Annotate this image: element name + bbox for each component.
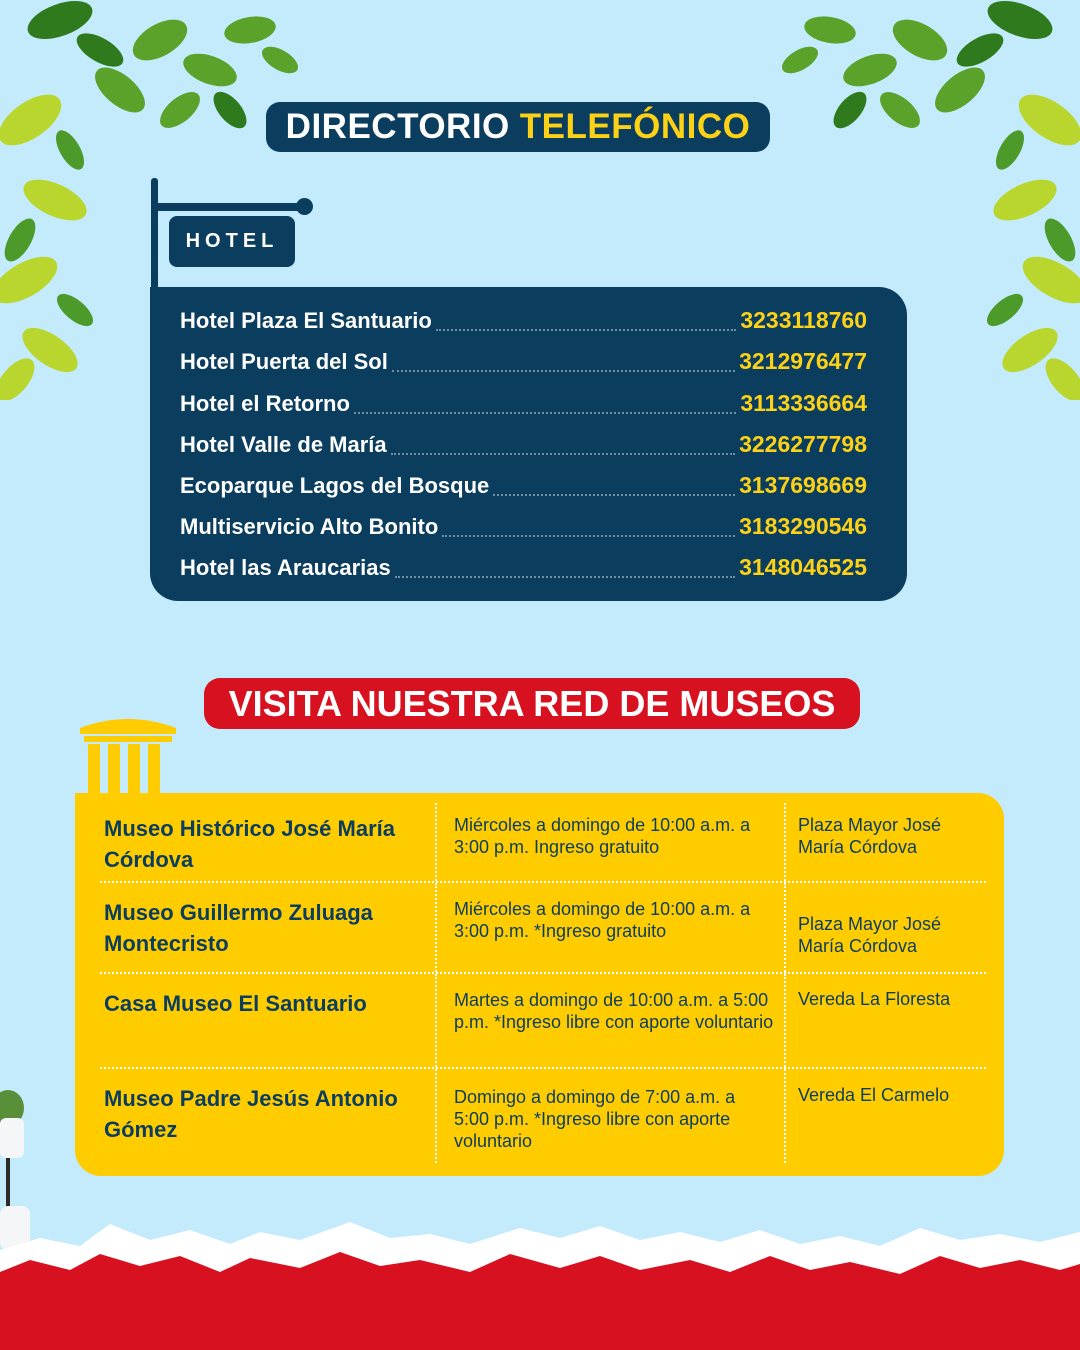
hotel-sign: HOTEL [169, 216, 295, 267]
directory-name: Hotel el Retorno [180, 390, 350, 416]
directory-row [180, 507, 867, 548]
hotel-sign-knob [296, 198, 313, 215]
dotted-leader [442, 535, 735, 537]
directory-row [180, 425, 867, 466]
directory-name: Ecoparque Lagos del Bosque [180, 472, 490, 498]
museum-name: Museo Histórico José María Córdova [100, 803, 437, 881]
directory-name: Multiservicio Alto Bonito [180, 514, 439, 540]
directory-row [180, 301, 867, 342]
museum-name: Museo Padre Jesús Antonio Gómez [100, 1069, 437, 1163]
directory-name: Hotel Valle de María [180, 431, 387, 457]
museum-name: Museo Guillermo Zuluaga Montecristo [100, 883, 437, 972]
museums-panel [75, 793, 1004, 1176]
dotted-leader [493, 494, 735, 496]
directory-name: Hotel Puerta del Sol [180, 349, 388, 375]
museum-place: Vereda El Carmelo [798, 1085, 950, 1105]
directory-row [180, 466, 867, 507]
museum-hours: Miércoles a domingo de 10:00 a.m. a 3:00 p.m. Ingreso gratuito [437, 803, 786, 881]
museum-hours: Domingo a domingo de 7:00 a.m. a 5:00 p.m. *Ingreso libre con aporte voluntario [437, 1069, 786, 1163]
museum-row [100, 803, 986, 883]
directory-phone: 3233118760 [740, 307, 867, 334]
directory-phone: 3212976477 [739, 348, 867, 375]
dotted-leader [392, 370, 735, 372]
museum-place: Plaza Mayor José María Córdova [798, 815, 942, 857]
museum-name: Casa Museo El Santuario [100, 974, 437, 1067]
dotted-leader [395, 576, 735, 578]
directory-phone: 3148046525 [739, 554, 867, 581]
hotel-sign-post [151, 178, 158, 298]
museum-row [100, 974, 986, 1069]
directory-phone: 3137698669 [739, 471, 867, 498]
directory-name: Hotel Plaza El Santuario [180, 308, 432, 334]
directory-title-part1: DIRECTORIO [285, 107, 510, 146]
museum-row [100, 1069, 986, 1163]
hotel-directory-panel [150, 287, 907, 601]
directory-title-part2: TELEFÓNICO [519, 107, 751, 146]
directory-row [180, 342, 867, 383]
museum-row [100, 883, 986, 974]
dotted-leader [436, 329, 737, 331]
directory-phone: 3113336664 [740, 389, 867, 416]
directory-title [266, 102, 770, 152]
museum-columns-icon [78, 714, 178, 794]
directory-phone: 3226277798 [739, 430, 867, 457]
museum-place: Plaza Mayor José María Córdova [798, 914, 942, 956]
torn-paper-band-decoration [0, 1210, 1080, 1350]
dotted-leader [354, 412, 736, 414]
museum-hours: Miércoles a domingo de 10:00 a.m. a 3:00 p.m. *Ingreso gratuito [437, 883, 786, 972]
directory-row [180, 548, 867, 589]
hotel-sign-arm [151, 203, 301, 211]
dotted-leader [391, 453, 735, 455]
museum-hours: Martes a domingo de 10:00 a.m. a 5:00 p.m. *Ingreso libre con aporte voluntario [437, 974, 786, 1067]
museum-place: Vereda La Floresta [798, 989, 951, 1009]
directory-phone: 3183290546 [739, 513, 867, 540]
museums-title: VISITA NUESTRA RED DE MUSEOS [204, 678, 860, 729]
directory-name: Hotel las Araucarias [180, 555, 391, 581]
directory-row [180, 383, 867, 424]
